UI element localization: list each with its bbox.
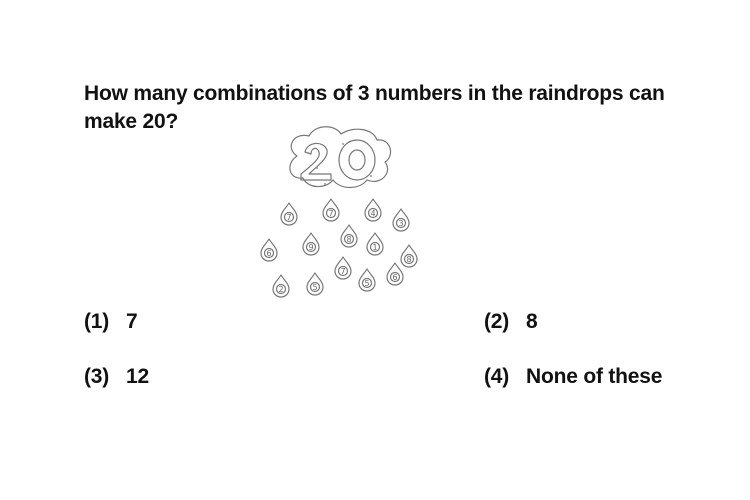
raindrop-number: 4 [370,209,376,218]
raindrop-11 [273,275,289,297]
option-3-text: 12 [126,365,149,388]
raindrop-3 [365,199,381,221]
raindrop-number: 3 [398,219,404,228]
raindrop-number: 1 [372,243,378,252]
raindrop-number: 7 [340,267,346,276]
raindrop-number: 7 [286,213,292,222]
option-2-number: (2) [484,310,510,333]
raindrop-number: 7 [328,209,334,218]
option-1-text: 7 [126,310,138,333]
raindrop-number: 6 [392,273,398,282]
raindrop-5 [341,225,357,247]
cloud-raindrops-drawing [255,118,425,308]
raindrop-10 [335,257,351,279]
option-3-number: (3) [84,365,110,388]
raindrop-number: 5 [364,279,370,288]
question-text: How many combinations of 3 numbers in the raindrops can make 20? [84,82,665,133]
raindrops-group [261,199,417,297]
raindrop-number: 9 [308,243,314,252]
raindrop-number: 2 [278,285,284,294]
raindrop-2 [323,199,339,221]
raindrop-number: 8 [406,255,412,264]
raindrop-1 [281,203,297,225]
raindrop-6 [261,239,277,261]
option-4[interactable] [484,365,662,389]
option-1[interactable] [84,310,137,334]
raindrop-12 [307,273,323,295]
raindrop-cloud-illustration [255,118,425,308]
raindrop-4 [393,209,409,231]
option-3[interactable] [84,365,149,389]
raindrop-number: 5 [312,283,318,292]
raindrop-9 [401,245,417,267]
option-2-text: 8 [526,310,538,333]
raindrop-8 [367,233,383,255]
option-1-number: (1) [84,310,110,333]
raindrop-number: 6 [266,249,272,258]
option-4-text: None of these [526,365,663,388]
option-2[interactable] [484,310,537,334]
raindrop-14 [387,263,403,285]
raindrop-number: 8 [346,235,352,244]
option-4-number: (4) [484,365,510,388]
cloud-icon [290,127,391,188]
raindrop-7 [303,233,319,255]
raindrop-13 [359,269,375,291]
